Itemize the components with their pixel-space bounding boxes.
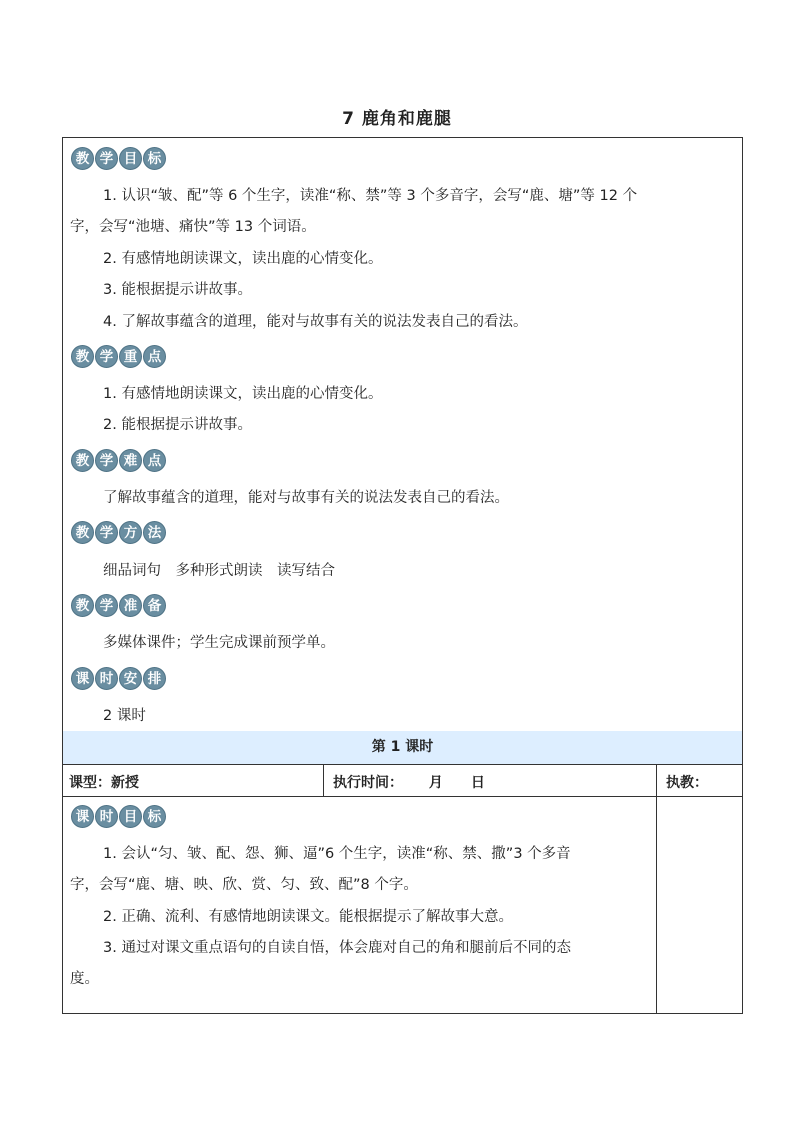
lesson-goal-line: 2. 正确、流利、有感情地朗读课文。能根据提示了解故事大意。 [103, 909, 513, 925]
objectives-badge: 教 学 目 标 [71, 147, 166, 171]
prep-badge: 教 学 准 备 [71, 594, 166, 618]
objective-line: 2. 有感情地朗读课文，读出鹿的心情变化。 [103, 251, 383, 267]
difficulties-badge: 教 学 难 点 [71, 449, 166, 473]
page-title: 7 鹿角和鹿腿 [342, 109, 452, 129]
lesson-type-cell: 课型：新授 [69, 775, 139, 791]
teacher-cell: 执教： [666, 775, 708, 791]
method-line: 细品词句 多种形式朗读 读写结合 [103, 563, 335, 579]
methods-badge: 教 学 方 法 [71, 521, 166, 545]
schedule-line: 2 课时 [103, 708, 146, 724]
keypoint-line: 1. 有感情地朗读课文，读出鹿的心情变化。 [103, 386, 383, 402]
keypoint-line: 2. 能根据提示讲故事。 [103, 417, 252, 433]
difficulty-line: 了解故事蕴含的道理，能对与故事有关的说法发表自己的看法。 [103, 490, 509, 506]
keypoints-badge: 教 学 重 点 [71, 345, 166, 369]
lesson-plan-table [62, 137, 743, 1014]
execution-time-cell: 执行时间： 月 日 [333, 775, 485, 791]
divider [656, 764, 657, 1014]
lesson-goal-line: 字，会写“鹿、塘、映、欣、赏、匀、致、配”8 个字。 [70, 877, 418, 893]
lesson-goal-line: 1. 会认“匀、皱、配、怨、狮、逼”6 个生字，读准“称、禁、撒”3 个多音 [103, 846, 571, 862]
divider [63, 796, 742, 797]
prep-line: 多媒体课件；学生完成课前预学单。 [103, 635, 335, 651]
lesson-goal-line: 3. 通过对课文重点语句的自读自悟，体会鹿对自己的角和腿前后不同的态 [103, 940, 571, 956]
divider [63, 764, 742, 765]
lesson-band: 第 1 课时 [63, 731, 742, 764]
lesson-goal-line: 度。 [70, 971, 99, 987]
objective-line: 字，会写“池塘、痛快”等 13 个词语。 [70, 219, 316, 235]
lesson-goals-badge: 课 时 目 标 [71, 805, 166, 829]
objective-line: 3. 能根据提示讲故事。 [103, 282, 252, 298]
divider [323, 764, 324, 796]
objective-line: 1. 认识“皱、配”等 6 个生字，读准“称、禁”等 3 个多音字，会写“鹿、塘”等 12 个 [103, 188, 638, 204]
schedule-badge: 课 时 安 排 [71, 667, 166, 691]
objective-line: 4. 了解故事蕴含的道理，能对与故事有关的说法发表自己的看法。 [103, 314, 528, 330]
